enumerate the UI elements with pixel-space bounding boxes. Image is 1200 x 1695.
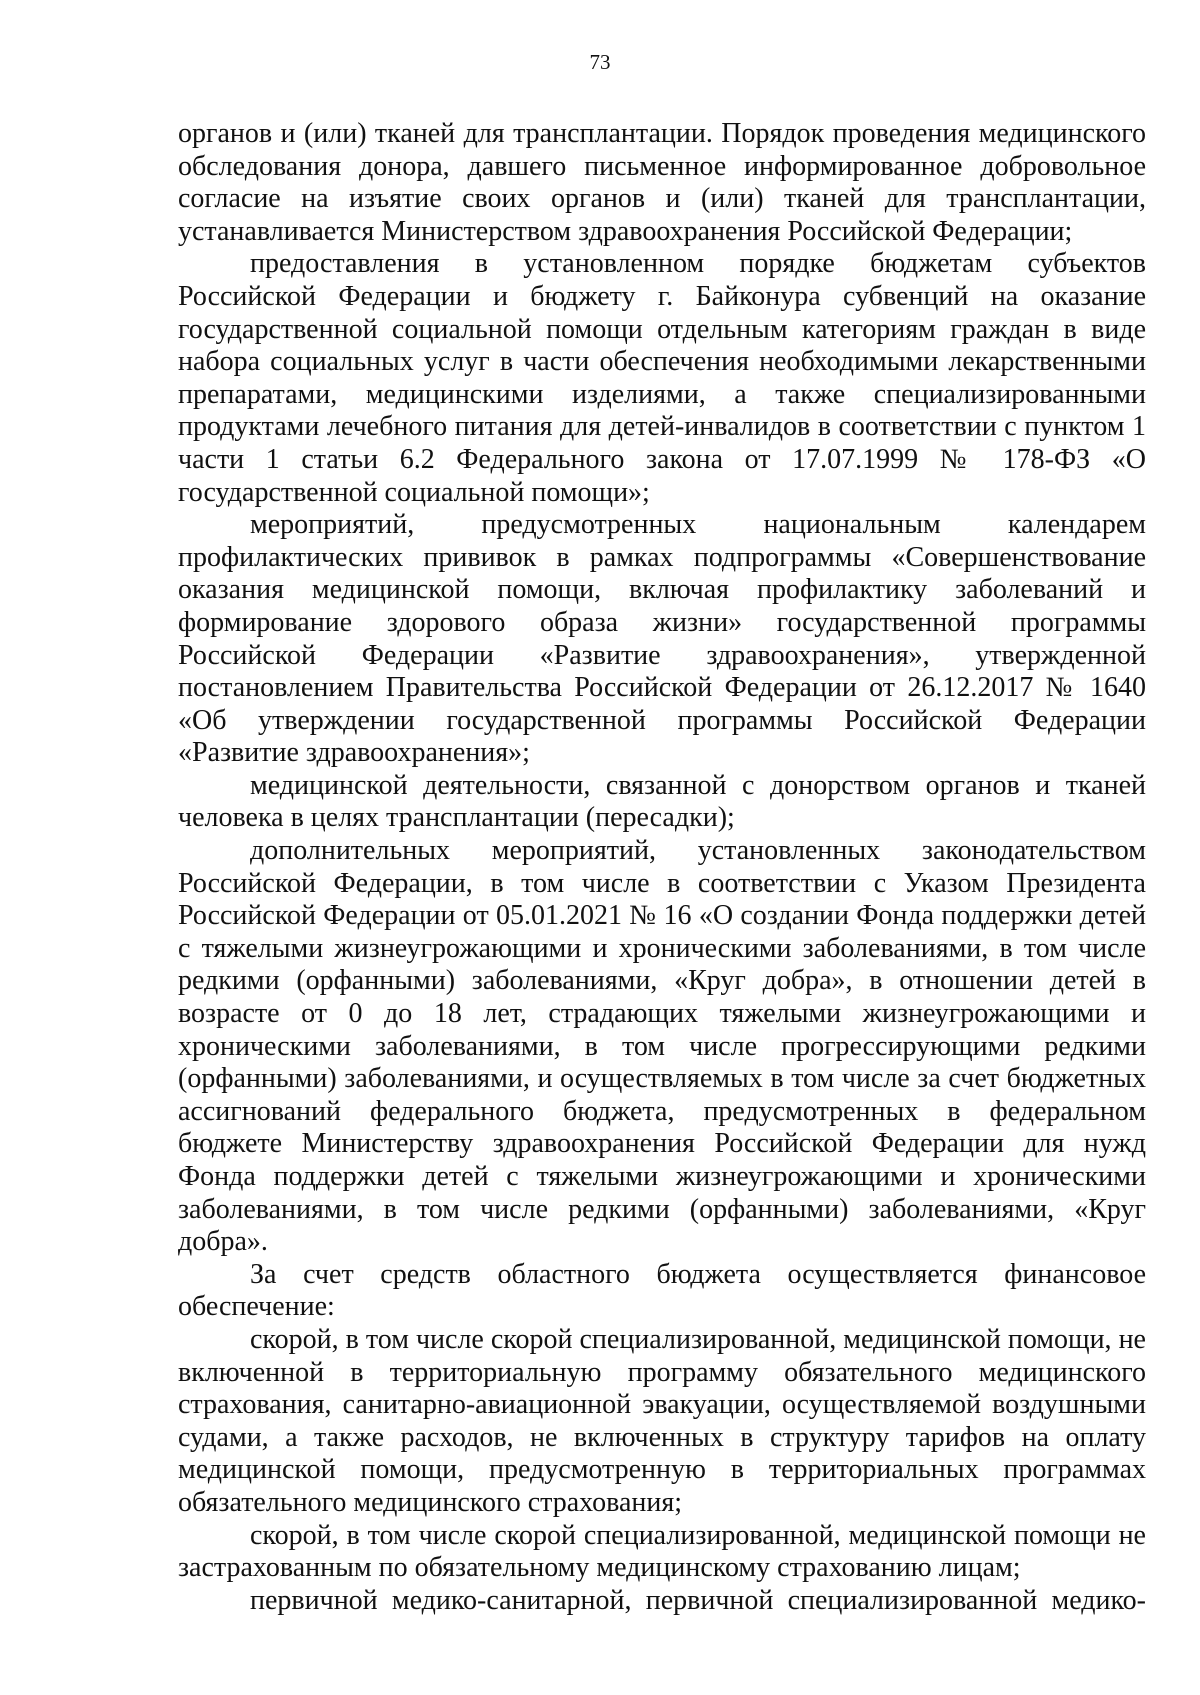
paragraph-emergency-care-uninsured: скорой, в том числе скорой специализированной, медицинской помощи не застрахованным по обязательному медицинскому страхованию лицам; — [178, 1519, 1146, 1584]
document-body — [178, 118, 1146, 1617]
paragraph-regional-budget-intro: За счет средств областного бюджета осуществляется финансовое обеспечение: — [178, 1258, 1146, 1323]
paragraph-primary-care-continued: первичной медико-санитарной, первичной специализированной медико- — [250, 1584, 1146, 1616]
paragraph-organ-donation-activity: медицинской деятельности, связанной с донорством органов и тканей человека в целях трансплантации (пересадки); — [178, 769, 1146, 834]
paragraph-krug-dobra-fund: дополнительных мероприятий, установленных законодательством Российской Федерации, в том числе в соответствии с Указом Президента Российской Федерации от 05.01.2021 № 16 «О создании Фонда поддержки детей с тяжелыми жизнеугрожающими и хроническими заболеваниями, в том числе редкими (орфанными) заболеваниями, «Круг добра», в отношении детей в возрасте от 0 до 18 лет, страдающих тяжелыми жизнеугрожающими и хроническими заболеваниями, в том числе прогрессирующими редкими (орфанными) заболеваниями, и осуществляемых в том числе за счет бюджетных ассигнований федерального бюджета, предусмотренных в федеральном бюджете Министерству здравоохранения Российской Федерации для нужд Фонда поддержки детей с тяжелыми жизнеугрожающими и хроническими заболеваниями, в том числе редкими (орфанными) заболеваниями, «Круг добра». — [178, 835, 1146, 1258]
paragraph-emergency-care-air-evacuation: скорой, в том числе скорой специализированной, медицинской помощи, не включенной в территориальную программу обязательного медицинского страхования, санитарно-авиационной эвакуации, осуществляемой воздушными судами, а также расходов, не включенных в структуру тарифов на оплату медицинской помощи, предусмотренную в территориальных программах обязательного медицинского страхования; — [178, 1323, 1146, 1518]
paragraph-social-assistance-subventions: предоставления в установленном порядке бюджетам субъектов Российской Федерации и бюджету г. Байконура субвенций на оказание государственной социальной помощи отдельным категориям граждан в виде набора социальных услуг в части обеспечения необходимыми лекарственными препаратами, медицинскими изделиями, а также специализированными продуктами лечебного питания для детей-инвалидов в соответствии с пунктом 1 части 1 статьи 6.2 Федерального закона от 17.07.1999 № 178-ФЗ «О государственной социальной помощи»; — [178, 248, 1146, 508]
paragraph-vaccination-calendar: мероприятий, предусмотренных национальным календарем профилактических прививок в рамках подпрограммы «Совершенствование оказания медицинской помощи, включая профилактику заболеваний и формирование здорового образа жизни» государственной программы Российской Федерации «Развитие здравоохранения», утвержденной постановлением Правительства Российской Федерации от 26.12.2017 № 1640 «Об утверждении государственной программы Российской Федерации «Развитие здравоохранения»; — [178, 509, 1146, 769]
paragraph-organ-donor-exam: органов и (или) тканей для трансплантации. Порядок проведения медицинского обследования донора, давшего письменное информированное добровольное согласие на изъятие своих органов и (или) тканей для трансплантации, устанавливается Министерством здравоохранения Российской Федерации; — [178, 118, 1146, 247]
page-number: 73 — [589, 50, 611, 74]
